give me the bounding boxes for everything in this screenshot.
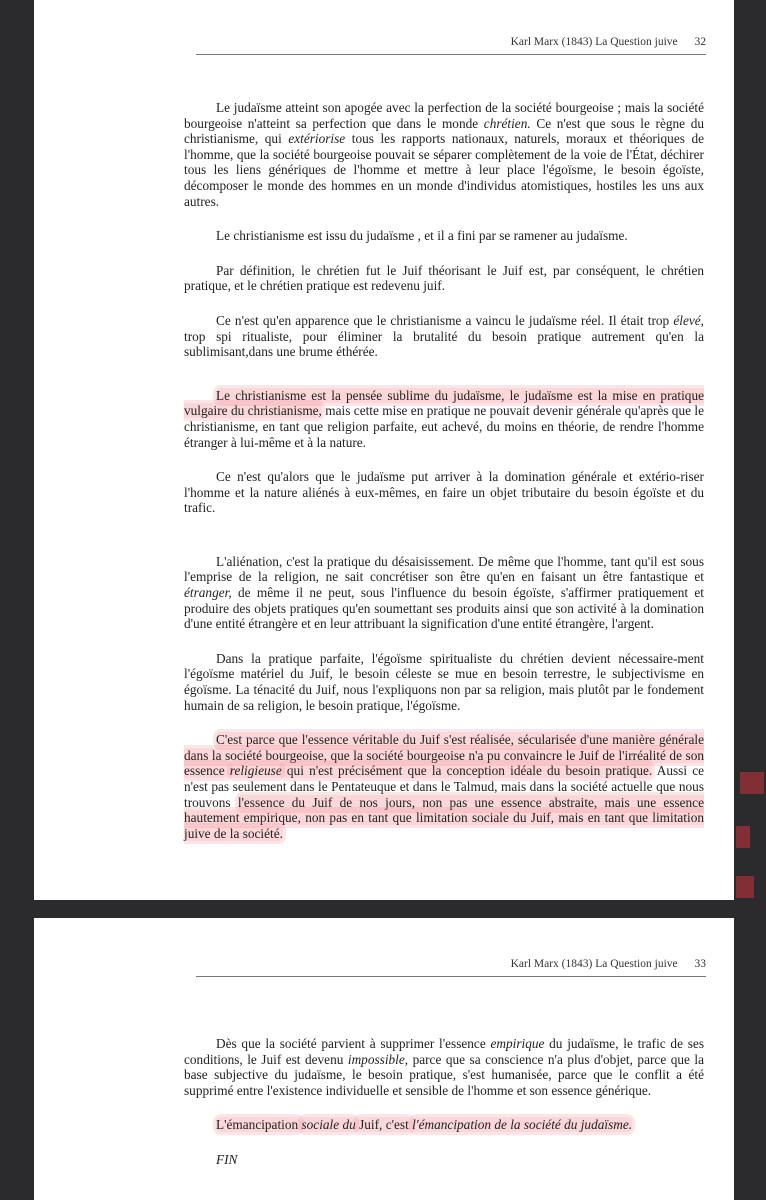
page-body [184, 100, 704, 860]
highlighted-text: qui n'est précisément que la conception idéale du besoin pratique. [281, 763, 653, 779]
paragraph [184, 1036, 704, 1098]
text-segment: Dès que la société parvient à supprimer l'essence [216, 1036, 491, 1051]
highlighted-text: l'essence du Juif de nos jours, non pas une essence abstraite, mais une essence hautement empirique, non pas en tant que limitation sociale du Juif, mais en tant que limitation juive de la société. [184, 794, 704, 841]
text-segment: extériorise [288, 131, 346, 147]
text-segment: impossible, [347, 1051, 409, 1067]
paragraph-highlighted [184, 388, 704, 450]
text-segment: Aussi ce n'est pas seulement dans le Pentateuque et dans le Talmud, mais dans la société actuelle que nous trouvons [184, 763, 705, 810]
page-header [196, 36, 706, 55]
text-segment: mais cette mise en pratique ne pouvait devenir générale qu'après que le christianisme, en tant que religion parfaite, eut achevé, du moins en théorie, de rendre l'homme étranger à lui-même et à la nature. [184, 403, 704, 450]
page-header [196, 958, 706, 977]
paragraph-highlighted [184, 1117, 704, 1133]
edge-highlight-mark [736, 826, 750, 848]
document-page-33 [34, 918, 734, 1200]
highlighted-text: l'émancipation de la société du judaïsme. [412, 1117, 633, 1133]
paragraph-highlighted [184, 732, 704, 841]
text-segment: Ce n'est qu'en apparence que le christianisme a vaincu le judaïsme réel. Il était trop [216, 312, 674, 328]
paragraph [184, 554, 704, 632]
page-number: 33 [694, 958, 706, 970]
highlighted-text: religieuse [229, 763, 282, 779]
text-segment: empirique [490, 1036, 545, 1051]
paragraph [184, 263, 704, 294]
text-segment: élevé, [673, 312, 704, 328]
text-segment: Ce n'est que sous le règne du christianisme, qui [184, 115, 704, 147]
paragraph [184, 469, 704, 516]
page-number: 32 [694, 36, 706, 48]
page-body [184, 1036, 704, 1168]
paragraph [184, 100, 704, 209]
text-segment: Dans la pratique parfaite, l'égoïsme spiritualiste du chrétien devient nécessaire-ment l'égoïsme matériel du Juif, le besoin céleste se mue en besoin terrestre, le subjectivisme en égoïsme. La ténacité du Juif, nous l'expliquons non par sa religion, mais plutôt par le fondement humain de sa religion, le besoin pratique, l'égoïsme. [184, 650, 704, 713]
text-segment: Ce n'est qu'alors que le judaïsme put arriver à la domination générale et extério-riser l'homme et la nature aliénés à eux-mêmes, en faire un objet tributaire du besoin égoïste et du trafic. [184, 469, 704, 516]
text-segment: chrétien. [483, 115, 531, 131]
edge-highlight-mark [740, 772, 764, 794]
edge-highlight-mark [736, 876, 754, 898]
highlighted-text: C'est parce que l'essence véritable du Juif s'est réalisée, sécularisée d'une manière générale dans la société bourgeoise, que la société bourgeoise n'a pu convaincre le Juif de l'irréalité de son essence [184, 732, 704, 779]
highlighted-text: sociale du [301, 1117, 356, 1133]
text-segment: Par définition, le chrétien fut le Juif théorisant le Juif est, par conséquent, le chrétien pratique, et le chrétien pratique est redevenu juif. [184, 262, 704, 294]
highlighted-text: Le christianisme est la pensée sublime du judaïsme, le judaïsme est la mise en pratique vulgaire du christianisme, [184, 387, 704, 419]
text-segment: étranger, [184, 585, 232, 601]
text-segment: de même il ne peut, sous l'influence du besoin égoïste, s'affirmer pratiquement et produire des objets pratiques qu'en soumettant ses produits ainsi que son activité à la domination d'une entité étrangère et en leur attribuant la signification d'une entité étrangère, l'argent. [184, 585, 704, 632]
paragraph [184, 651, 704, 713]
text-segment: parce que sa conscience n'a plus d'objet, parce que la base subjective du judaïsme, le besoin pratique, s'est humanisée, parce que le conflit a été supprimé entre l'existence individuelle et sensible de l'homme et son essence générique. [184, 1051, 704, 1098]
text-segment: Le christianisme est issu du judaïsme , et il a fini par se ramener au judaïsme. [216, 228, 628, 244]
paragraph [184, 313, 704, 360]
header-title: Karl Marx (1843) La Question juive [510, 36, 678, 48]
text-segment: trop spi ritualiste, pour éliminer la brutalité du besoin pratique autrement qu'en la sublimisant,dans une brume éthérée. [184, 328, 704, 360]
text-segment: du judaïsme, le trafic de ses conditions, le Juif est devenu [184, 1036, 704, 1067]
document-page-32 [34, 0, 734, 900]
text-segment: tous les rapports nationaux, naturels, moraux et théoriques de l'homme, que la société bourgeoise pouvait se séparer complètement de la voie de l'État, déchirer tous les liens génériques de l'homme et mettre à leur place l'égoïsme, le besoin égoïste, décomposer le monde des hommes en un monde d'individus atomistiques, hostiles les uns aux autres. [184, 131, 704, 209]
highlighted-text: Juif, c'est [355, 1117, 413, 1133]
highlighted-text: L'émancipation [216, 1117, 302, 1133]
end-marker: FIN [216, 1151, 238, 1167]
paragraph [184, 228, 704, 244]
header-title: Karl Marx (1843) La Question juive [510, 958, 678, 970]
text-segment: L'aliénation, c'est la pratique du désaisissement. De même que l'homme, tant qu'il est sous l'emprise de la religion, ne sait concrétiser son être qu'en en faisant un être fantastique et [184, 553, 704, 585]
text-segment: Le judaïsme atteint son apogée avec la perfection de la société bourgeoise ; mais la société bourgeoise n'atteint sa perfection que dans le monde [184, 100, 704, 131]
